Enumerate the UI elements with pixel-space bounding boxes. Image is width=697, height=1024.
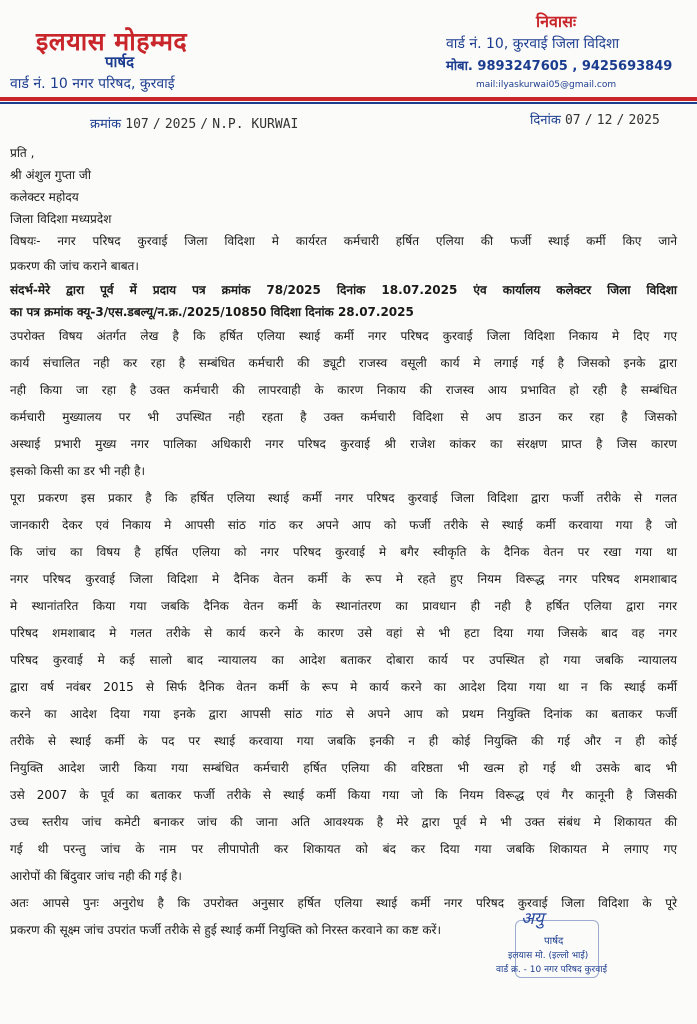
letterhead-designation: पार्षद <box>105 53 135 71</box>
para2-line-14: गई थी परन्तु जांच के नाम पर लीपापोती कर शिकायत को बंद कर दिया गया जबकि शिकायत मे लगाए गए <box>10 842 677 856</box>
para2-line-1: पूरा प्रकरण इस प्रकार है कि हर्षित एलिया स्थाई कर्मी नगर परिषद कुरवाई जिला विदिशा द्वारा फर्जी तरीके से गलत <box>10 491 677 505</box>
para2-line-4: नगर परिषद कुरवाई जिला विदिशा मे दैनिक वेतन कर्मी के रूप मे रहते हुए नियम विरूद्ध नगर परिषद शमशाबाद <box>10 572 677 586</box>
signature-ward: वार्ड क्र. - 10 नगर परिषद कुरवाई <box>496 965 607 975</box>
para2-line-5: मे स्थानांतरित किया गया जबकि दैनिक वेतन कर्मी के स्थानांतरण का प्रावधान ही नही है हर्षित एलिया द्वारा नगर <box>10 599 677 613</box>
para2-line-6: परिषद शमशाबाद मे गलत तरीके से कार्य करने के कारण उसे वहां से भी हटा दिया गया जिसके बाद वह नगर <box>10 626 677 640</box>
date-line: दिनांक 07 / 12 / 2025 <box>530 113 660 128</box>
date-year: 2025 <box>628 113 660 128</box>
para2-line-15: आरोपों की बिंदुवार जांच नही की गई है। <box>10 869 182 883</box>
salutation: प्रति , <box>10 146 35 160</box>
reference-line: क्रमांक 107 / 2025 / N.P. KURWAI <box>90 117 299 132</box>
header-rule-red <box>0 97 697 101</box>
para2-line-2: जानकारी देकर एवं निकाय मे आपसी सांठ गांठ कर अपने आप को फर्जी तरीके से स्थाई कर्मी करवाया गया है जो <box>10 518 677 532</box>
para1-line-1: उपरोक्त विषय अंतर्गत लेख है कि हर्षित एलिया स्थाई कर्मी नगर परिषद कुरवाई जिला विदिशा निकाय मे दिए गए <box>10 329 677 343</box>
para1-line-2: कार्य संचालित नही कर रहा है सम्बंधित कर्मचारी की ड्यूटी राजस्व वसूली कार्य मे लगाई गई है जिसको इनके द्वारा <box>10 356 677 370</box>
para2-line-9: करने का आदेश दिया गया इनके द्वारा आपसी सांठ गांठ से अपने आप को प्रथम नियुक्ति दिनांक का बताकर फर्जी <box>10 707 677 721</box>
para1-line-6: इसको किसी का डर भी नही है। <box>10 464 146 478</box>
reference-label: क्रमांक <box>90 117 122 132</box>
para2-line-10: तरीके से स्थाई कर्मी के पद पर स्थाई करवाया गया जबकि इनकी न ही कोई नियुक्ति की गई और न ही कोई <box>10 734 677 748</box>
addressee-title: कलेक्टर महोदय <box>10 190 79 204</box>
reference-number: 107 <box>125 117 149 132</box>
addressee-name: श्री अंशुल गुप्ता जी <box>10 168 91 182</box>
para2-line-13: उच्च स्तरीय जांच कमेटी बनाकर जांच की जाना अति आवश्यक है मेरे द्वारा पूर्व मे भी उक्त संबंध मे शिकायत की <box>10 815 677 829</box>
para2-line-3: कि जांच का विषय है हर्षित एलिया को नगर परिषद कुरवाई मे बगैर स्वीकृति के दैनिक वेतन पर रखा गया था <box>10 545 677 559</box>
reference-office: N.P. KURWAI <box>212 117 299 132</box>
para2-line-12: उसे 2007 के पूर्व का बताकर फर्जी तरीके से स्थाई कर्मी किया गया जो कि नियम विरूद्ध एवं गैर कानूनी है जिसकी <box>10 788 677 802</box>
para2-line-11: नियुक्ति आदेश जारी किया गया सम्बंधित कर्मचारी हर्षित एलिया की वरिष्ठता भी खत्म हो गई थी उसके बाद भी <box>10 761 677 775</box>
para2-line-8: द्वारा वर्ष नवंबर 2015 से सिर्फ दैनिक वेतन कर्मी के रूप मे कार्य करने का आदेश दिया गया था न कि स्थाई कर्मी <box>10 680 677 694</box>
para1-line-5: अस्थाई प्रभारी मुख्य नगर पालिका अधिकारी नगर परिषद कुरवाई श्री राजेश कांकर का संरक्षण प्राप्त है जिस कारण <box>10 437 677 451</box>
date-month: 12 <box>596 113 613 128</box>
letterhead-name: इलयास मोहम्मद <box>36 27 188 56</box>
date-day: 07 <box>564 113 581 128</box>
subject-line-1: विषयः- नगर परिषद कुरवाई जिला विदिशा मे कार्यरत कर्मचारी हर्षित एलिया की फर्जी स्थाई कर्मी किए जाने <box>10 234 677 248</box>
phone-numbers: मोबा. 9893247605 , 9425693849 <box>446 59 673 74</box>
header-rule-blue <box>0 102 697 104</box>
para1-line-4: कर्मचारी मुख्यालय पर भी उपस्थित नही रहता है उक्त कर्मचारी विदिशा से अप डाउन कर रहा है जिसको <box>10 410 677 424</box>
reference-para-2: का पत्र क्रमांक क्यू-3/एस.डबल्यू/न.क्र./2025/10850 विदिशा दिनांक 28.07.2025 <box>10 305 414 319</box>
email-address: mail:ilyaskurwai05@gmail.com <box>476 80 617 90</box>
subject-line-2: प्रकरण की जांच कराने बाबत। <box>10 259 139 273</box>
para1-line-3: नही किया जा रहा है उक्त कर्मचारी की लापरवाही के कारण निकाय की राजस्व आय प्रभावित हो रही है सम्बंधित <box>10 383 677 397</box>
letterhead-ward: वार्ड नं. 10 नगर परिषद, कुरवाई <box>10 76 175 92</box>
reference-year: 2025 <box>164 117 197 132</box>
signature-name: इलयास मो. (इल्लो भाई) <box>508 951 589 961</box>
residence-address: वार्ड नं. 10, कुरवाई जिला विदिशा <box>446 36 620 52</box>
request-line-2: प्रकरण की सूक्ष्म जांच उपरांत फर्जी तरीके से हुई स्थाई कर्मी नियुक्ति को निरस्त करवाने का कष्ट करें। <box>10 923 442 937</box>
addressee-place: जिला विदिशा मध्यप्रदेश <box>10 212 112 226</box>
date-label: दिनांक <box>530 113 561 128</box>
signature-designation: पार्षद <box>544 936 564 947</box>
residence-label: निवासः <box>536 12 577 31</box>
signature-mark: अयु <box>521 909 544 929</box>
para2-line-7: परिषद कुरवाई मे कई सालो बाद न्यायालय का आदेश बताकर दोबारा कार्य पर उपस्थित हो गया जबकि न्यायालय <box>10 653 677 667</box>
request-line-1: अतः आपसे पुनः अनुरोध है कि उपरोक्त अनुसार हर्षित एलिया स्थाई कर्मी नगर परिषद कुरवाई जिला विदिशा के पूरे <box>10 896 677 910</box>
reference-para-1: संदर्भ-मेरे द्वारा पूर्व में प्रदाय पत्र क्रमांक 78/2025 दिनांक 18.07.2025 एंव कार्यालय कलेक्टर जिला विदिशा <box>10 283 677 297</box>
